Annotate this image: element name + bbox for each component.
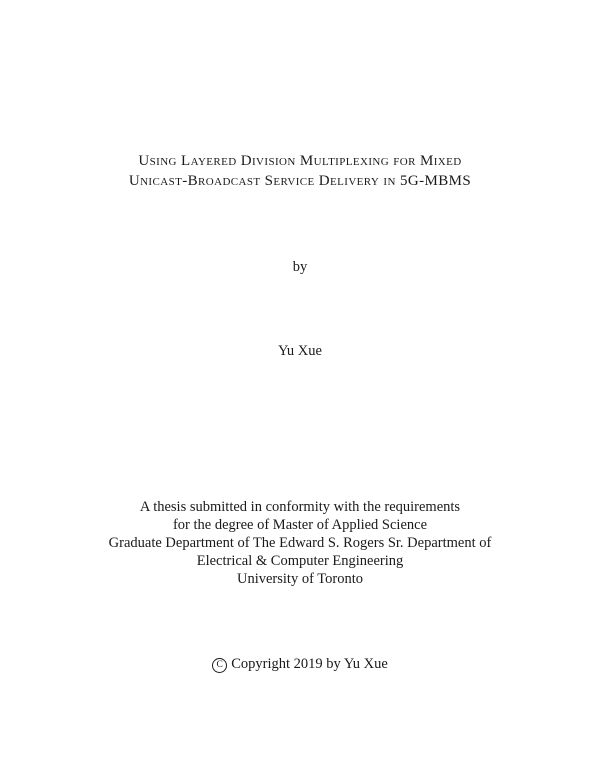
thesis-title-line-1: Using Layered Division Multiplexing for Mixed — [138, 153, 462, 169]
copyright-icon: C — [212, 658, 227, 673]
statement-line-1: A thesis submitted in conformity with the requirements — [139, 499, 461, 515]
statement-line-3: Graduate Department of The Edward S. Rogers Sr. Department of — [108, 535, 492, 551]
copyright-text: Copyright 2019 by Yu Xue — [231, 656, 388, 672]
author-name: Yu Xue — [278, 343, 322, 359]
statement-line-2: for the degree of Master of Applied Science — [172, 517, 428, 533]
by-label: by — [292, 259, 308, 275]
statement-line-5: University of Toronto — [237, 571, 363, 587]
statement-line-4: Electrical & Computer Engineering — [196, 553, 404, 569]
thesis-title-line-2: Unicast-Broadcast Service Delivery in 5G-MBMS — [128, 173, 472, 189]
copyright-notice — [0, 656, 600, 673]
